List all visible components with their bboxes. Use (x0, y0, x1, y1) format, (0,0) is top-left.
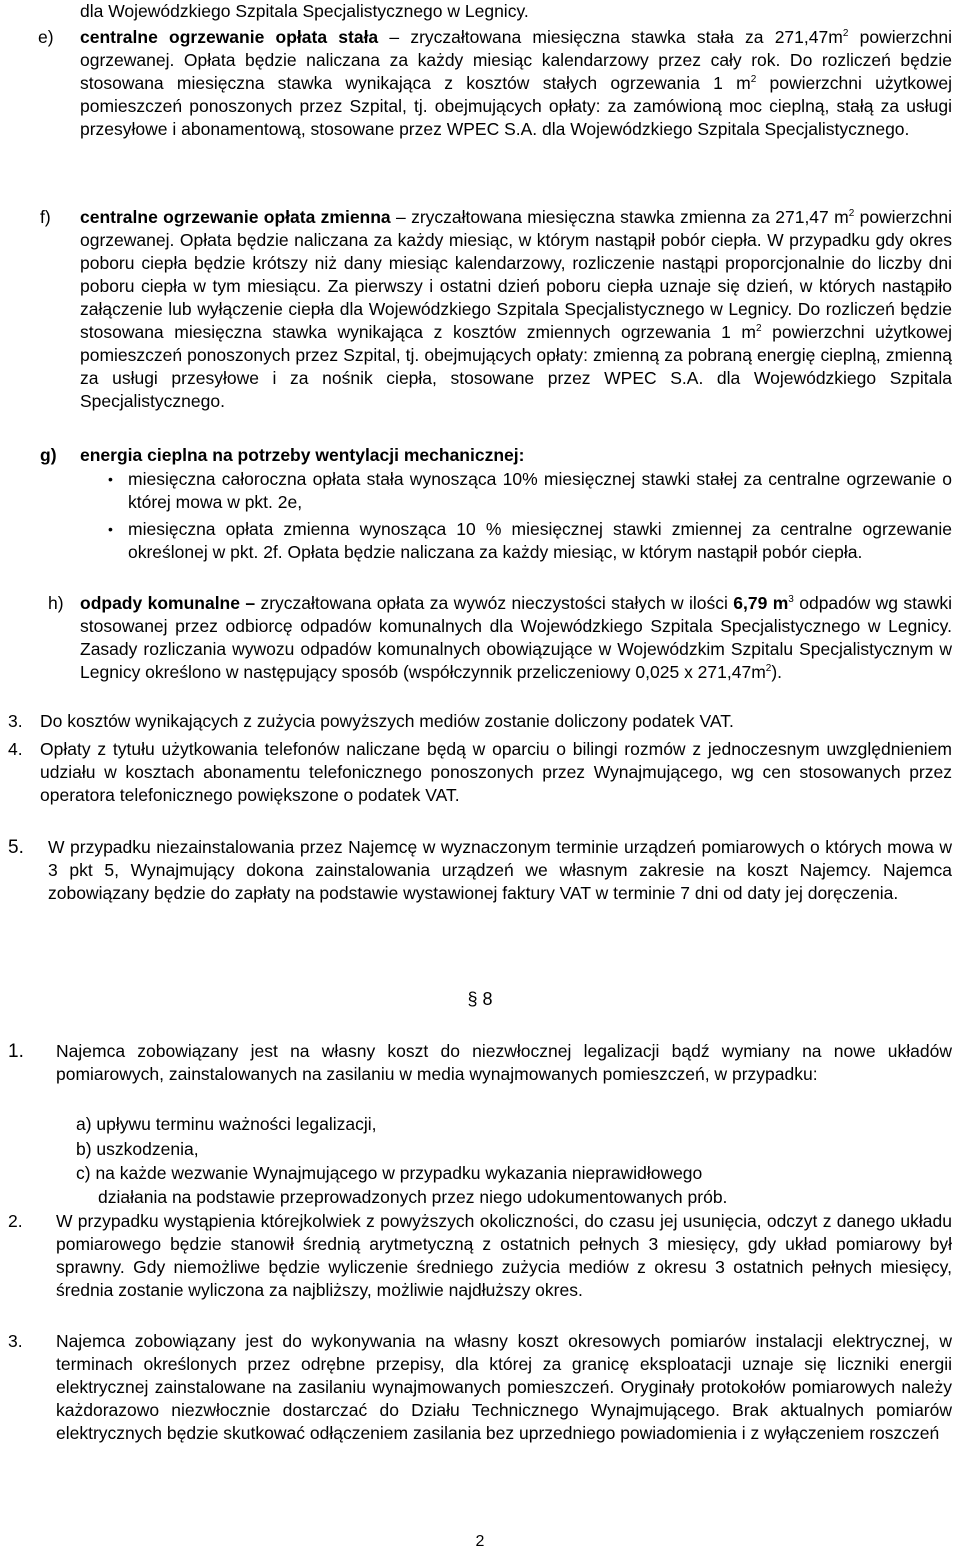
point-text: Do kosztów wynikających z zużycia powyższych mediów zostanie doliczony podatek VAT. (40, 711, 734, 731)
item-g-bullet-1 (128, 468, 952, 514)
point-text: Opłaty z tytułu użytkowania telefonów naliczane będą w oparciu o bilingi rozmów z jednoczesnym uwzględnieniem udziału w kosztach abonamentu telefonicznego ponoszonych przez Wynajmującego, wg cen stosowanych przez operatora telefonicznego powiększone o podatek VAT. (40, 739, 952, 805)
sup: 2 (765, 663, 772, 675)
page-number: 2 (475, 1533, 485, 1550)
item-h-text: zryczałtowana opłata za wywóz nieczystości stałych w ilości (255, 593, 734, 613)
item-f-text-3: powierzchni użytkowej pomieszczeń ponoszonych przez Szpital, tj. obejmujących opłaty: zmienną za pobraną energię cieplną, zmienną za usługi przesyłowe i za nośnik ciepła, stosowane przez WPEC S.A. dla Wojewódzkiego Szpitala Specjalistycznego. (80, 322, 953, 411)
item-f-title: centralne ogrzewanie opłata zmienna (80, 207, 391, 227)
point-text: Najemca zobowiązany jest do wykonywania na własny koszt okresowych pomiarów instalacji elektrycznej, w terminach określonych przez odrębne przepisy, dla której za granicę eksploatacji uznaje się liczniki energii elektrycznej zainstalowane na zasilaniu wynajmowanych pomieszczeń. Oryginały protokołów pomiarowych należy każdorazowo niezwłocznie dostarczać do Działu Technicznego Wynajmującego. Brak aktualnych pomiarów elektrycznych będzie skutkować odłączeniem zasilania bez uprzedniego powiadomienia i z wyłączeniem roszczeń (56, 1331, 952, 1443)
item-h-paragraph (80, 592, 952, 684)
item-e-label: e) (38, 27, 54, 47)
section-sign: § (467, 989, 478, 1009)
s8-subitem-b (76, 1138, 936, 1161)
item-f-label: f) (40, 207, 51, 227)
point-text: Najemca zobowiązany jest na własny koszt do niezwłocznej legalizacji bądź wymiany na nowe układów pomiarowych, zainstalowanych na zasilaniu w media wynajmowanych pomieszczeń, w przypadku: (56, 1041, 952, 1084)
item-g-heading (80, 444, 952, 467)
item-f-text-2: powierzchni ogrzewanej. Opłata będzie naliczana za każdy miesiąc, w którym nastąpił pobór ciepła. W przypadku gdy okres poboru ciepła będzie krótszy niż dany miesiąc kalendarzowy, rozliczenie nastąpi proporcjonalnie do liczby dni poboru ciepła w tym miesiącu. Za pierwszy i ostatni dzień poboru ciepła uznaje się dzień, w których nastąpiło załączenie lub wyłączenie ciepła dla Wojewódzkiego Szpitala Specjalistycznego w Legnicy. Do rozliczeń będzie stosowana miesięczna stawka wynikająca z kosztów zmiennych ogrzewania 1 m (80, 207, 952, 342)
item-g-title: energia cieplna na potrzeby wentylacji mechanicznej: (80, 445, 525, 465)
s8-point-3-text (56, 1330, 952, 1445)
item-h-label: h) (48, 593, 64, 613)
subitem-text: b) uszkodzenia, (76, 1139, 199, 1159)
sup: 2 (756, 323, 762, 335)
item-g-bullet-2 (128, 518, 952, 564)
s8-subitem-a (76, 1113, 936, 1136)
s8-point-1-text (56, 1040, 952, 1086)
point-3-text (40, 710, 952, 733)
continuation-line (80, 0, 950, 23)
bullet-text: miesięczna całoroczna opłata stała wynosząca 10% miesięcznej stawki stałej za centralne ogrzewanie o której mowa w pkt. 2e, (128, 469, 952, 512)
continuation-text: dla Wojewódzkiego Szpitala Specjalistycznego w Legnicy. (80, 1, 529, 21)
point-4-num: 4. (8, 739, 23, 759)
item-e-text-3: powierzchni użytkowej pomieszczeń ponoszonych przez Szpital, tj. obejmujących opłaty: za zamówioną moc cieplną, stałą za usługi przesyłowe i abonamentową, stosowane przez WPEC S.A. dla Wojewódzkiego Szpitala Specjalistycznego. (80, 73, 952, 139)
item-h-text-3: ). (771, 662, 783, 682)
item-g-label (40, 444, 57, 467)
s8-subitem-c-cont (98, 1186, 938, 1209)
point-4-text (40, 738, 952, 807)
point-text: W przypadku niezainstalowania przez Najemcę w wyznaczonym terminie urządzeń pomiarowych o których mowa w 3 pkt 5, Wynajmujący dokona zainstalowania urządzeń we własnym zakresie na koszt Najemcy. Najemca zobowiązany będzie do zapłaty na podstawie wystawionej faktury VAT w terminie 7 dni od daty jej doręczenia. (48, 837, 952, 903)
bullet-icon: • (108, 521, 113, 537)
sup: 2 (750, 74, 757, 86)
item-g-label-text: g) (40, 445, 57, 465)
item-e-text: – zryczałtowana miesięczna stawka stała za 271,47m (378, 27, 843, 47)
item-h-quantity: 6,79 m (733, 593, 789, 613)
s8-point-2-text (56, 1210, 952, 1302)
subitem-text: c) na każde wezwanie Wynajmującego w przypadku wykazania nieprawidłowego (76, 1163, 703, 1183)
subitem-text: a) upływu terminu ważności legalizacji, (76, 1114, 377, 1134)
item-f-text: – zryczałtowana miesięczna stawka zmienna za 271,47 m (390, 207, 849, 227)
point-5-text (48, 836, 952, 905)
sup: 2 (848, 208, 855, 220)
section-number: 8 (482, 989, 493, 1009)
point-3-num: 3. (8, 711, 23, 731)
item-h-text-2: odpadów wg stawki stosowanej przez odbiorcę odpadów komunalnych dla Wojewódzkiego Szpitala Specjalistycznego w Legnicy. Zasady rozliczania wywozu odpadów komunalnych obowiązujące w Wojewódzkim Szpitalu Specjalistycznym w Legnicy określono w następujący sposób (współczynnik przeliczeniowy 0,025 x 271,47m (80, 593, 952, 682)
item-e-text-2: powierzchni ogrzewanej. Opłata będzie naliczana za każdy miesiąc kalendarzowy przez cały rok. Do rozliczeń będzie stosowana miesięczna stawka wynikająca z kosztów stałych ogrzewania 1 m (80, 27, 952, 93)
s8-subitem-c (76, 1162, 936, 1185)
item-f-paragraph (80, 206, 952, 413)
s8-point-3-num: 3. (8, 1331, 23, 1351)
item-e-title: centralne ogrzewanie opłata stała (80, 27, 379, 47)
point-5-num: 5. (8, 837, 24, 858)
point-text: W przypadku wystąpienia którejkolwiek z powyższych okoliczności, do czasu jej usunięcia, odczyt z danego układu pomiarowego będzie stanowił średnią arytmetyczną z ostatnich pełnych 3 miesięcy, gdy układ pomiarowy był sprawny. Gdy niemożliwe będzie wyliczenie średniego zużycia mediów z okresu 3 ostatnich pełnych miesięcy, średnia zostanie wyliczona za najbliższy, możliwie najdłuższy okres. (56, 1211, 952, 1300)
bullet-icon: • (108, 471, 113, 487)
s8-point-2-num: 2. (8, 1211, 23, 1231)
item-e-paragraph (80, 26, 952, 141)
bullet-text: miesięczna opłata zmienna wynosząca 10 % miesięcznej stawki zmiennej za centralne ogrzewanie określonej w pkt. 2f. Opłata będzie naliczana za każdy miesiąc, w którym nastąpił pobór ciepła. (128, 519, 952, 562)
item-h-title: odpady komunalne – (80, 593, 256, 613)
sup: 3 (788, 594, 794, 606)
section-heading (0, 988, 960, 1011)
sup: 2 (842, 28, 849, 40)
subitem-text: działania na podstawie przeprowadzonych przez niego udokumentowanych prób. (98, 1187, 728, 1207)
s8-point-1-num: 1. (8, 1041, 24, 1062)
